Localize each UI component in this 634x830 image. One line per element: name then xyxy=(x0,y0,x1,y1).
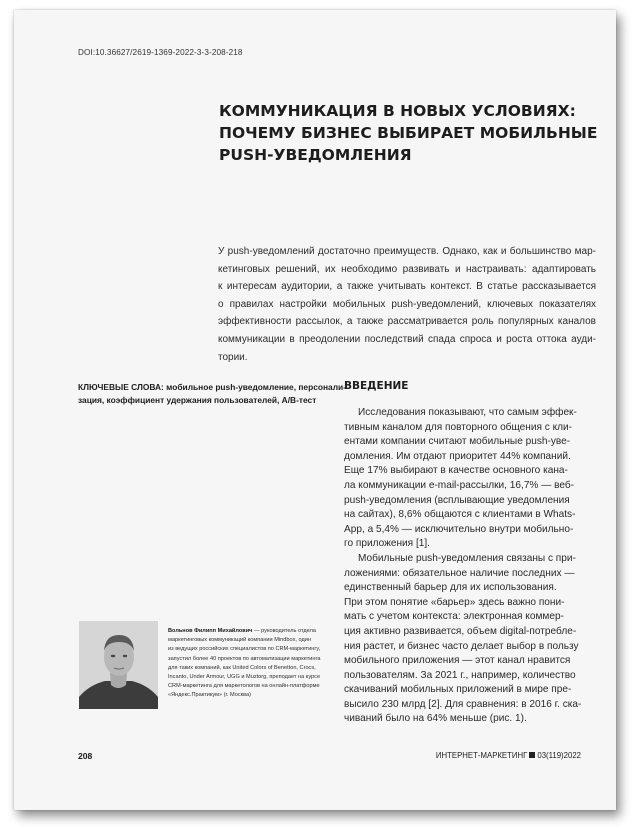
body-line: ция активно развивается, объем digital-потребле- xyxy=(344,625,577,637)
keywords xyxy=(78,381,346,407)
title-line: ПОЧЕМУ БИЗНЕС ВЫБИРАЕТ МОБИЛЬНЫЕ xyxy=(219,124,598,142)
body-line: единственный барьер для их использования. xyxy=(344,582,557,594)
abstract-line: кетинговых решений, их необходимо развивать и настраивать: адаптировать xyxy=(218,263,596,275)
bio-line: запустил более 40 проектов по автоматизации маркетинга xyxy=(168,655,321,662)
body-line: чиваний было на 64% меньше (рис. 1). xyxy=(344,713,527,725)
title-line: КОММУНИКАЦИЯ В НОВЫХ УСЛОВИЯХ: xyxy=(219,102,576,120)
body-line: ложениями: обязательное наличие последних — xyxy=(344,567,575,579)
abstract-line: коммуникации в преодолении последствий спада спроса и роста оттока ауди- xyxy=(218,333,596,345)
abstract-line: эффективности рассылок, а также рассматривается роль популярных каналов xyxy=(218,316,596,328)
bio-text: — руководитель отдела xyxy=(252,628,316,634)
author-name: Вольнов Филипп Михайлович xyxy=(168,628,253,634)
body-line: домления. Им отдают приоритет 44% компаний. xyxy=(344,450,571,462)
bio-line xyxy=(168,627,328,636)
author-bio xyxy=(168,627,328,701)
page-number: 208 xyxy=(78,751,93,761)
body-line: мать с учетом контекста: электронная коммер- xyxy=(344,611,564,623)
body-line: Еще 17% выбирают в качестве основного кана- xyxy=(344,465,568,477)
abstract-line: У push-уведомлений достаточно преимуществ. Однако, как и большинство мар- xyxy=(218,246,596,257)
body-line: ла коммуникации e-mail-рассылки, 16,7% — веб- xyxy=(344,479,575,491)
body-line: App, а 5,4% — исключительно внутри мобильно- xyxy=(344,523,574,535)
body-line: высило 230 млрд [2]. Для сравнения: в 2016 г. ска- xyxy=(344,698,582,710)
body-line: При этом понятие «барьер» здесь важно пони- xyxy=(344,596,565,608)
abstract-line: о правилах настройки мобильных push-уведомлений, ключевых показателях xyxy=(218,298,596,310)
body-line: скачиваний мобильных приложений в мире пре- xyxy=(344,684,572,696)
abstract-line: тории. xyxy=(218,351,248,363)
body-text xyxy=(344,406,592,727)
body-line: push-уведомления (всплывающие уведомления xyxy=(344,494,570,506)
body-line: го приложения [1]. xyxy=(344,538,430,550)
square-separator-icon xyxy=(529,752,535,758)
bio-line: из ведущих российских специалистов по CRM-маркетингу, xyxy=(168,646,321,653)
article-title xyxy=(219,100,598,166)
title-line: PUSH-УВЕДОМЛЕНИЯ xyxy=(219,146,412,164)
bio-line: «Яндекс.Практикум» (г. Москва) xyxy=(168,692,251,699)
section-heading: ВВЕДЕНИЕ xyxy=(344,380,409,392)
body-line: Мобильные push-уведомления связаны с при- xyxy=(358,552,576,564)
body-line: Исследования показывают, что самым эффек- xyxy=(358,407,577,418)
body-line: пользователям. За 2021 г., например, количество xyxy=(344,669,576,681)
abstract-line: к интересам аудитории, а также учитывать контекст. В статье рассказывается xyxy=(218,281,596,293)
bio-line: маркетинговых коммуникаций компании Mindbox, один xyxy=(168,637,311,644)
journal-page xyxy=(14,10,616,810)
body-line: на сайтах), 8,6% общаются с клиентами в Whats- xyxy=(344,509,576,521)
keywords-line: зация, коэффициент удержания пользователей, A/B-тест xyxy=(78,395,317,405)
bio-line: для таких компаний, как United Colors of Benetton, Crocs, xyxy=(168,664,316,671)
body-line: мобильного приложения — этот канал нравится xyxy=(344,655,571,667)
bio-line: Incanto, Under Armour, UGG и Muztorg, преподает на курсе xyxy=(168,674,321,681)
body-line: тивным каналом для повторного общения с кли- xyxy=(344,421,573,433)
journal-issue: 03(119)2022 xyxy=(537,751,581,760)
body-line: ния растет, и бизнес часто делает выбор в пользу xyxy=(344,640,579,652)
abstract xyxy=(218,243,596,366)
author-portrait-image xyxy=(79,621,158,709)
journal-footer xyxy=(436,751,581,760)
journal-name: ИНТЕРНЕТ-МАРКЕТИНГ xyxy=(435,751,528,760)
author-photo xyxy=(79,621,158,709)
doi: DOI:10.36627/2619-1369-2022-3-3-208-218 xyxy=(78,48,243,57)
body-line: ентами компании считают мобильные push-уве- xyxy=(344,436,571,448)
keywords-line: КЛЮЧЕВЫЕ СЛОВА: мобильное push-уведомление, персонали- xyxy=(78,382,346,392)
bio-line: CRM-маркетинга для маркетологов на онлайн-платформе xyxy=(168,683,320,690)
